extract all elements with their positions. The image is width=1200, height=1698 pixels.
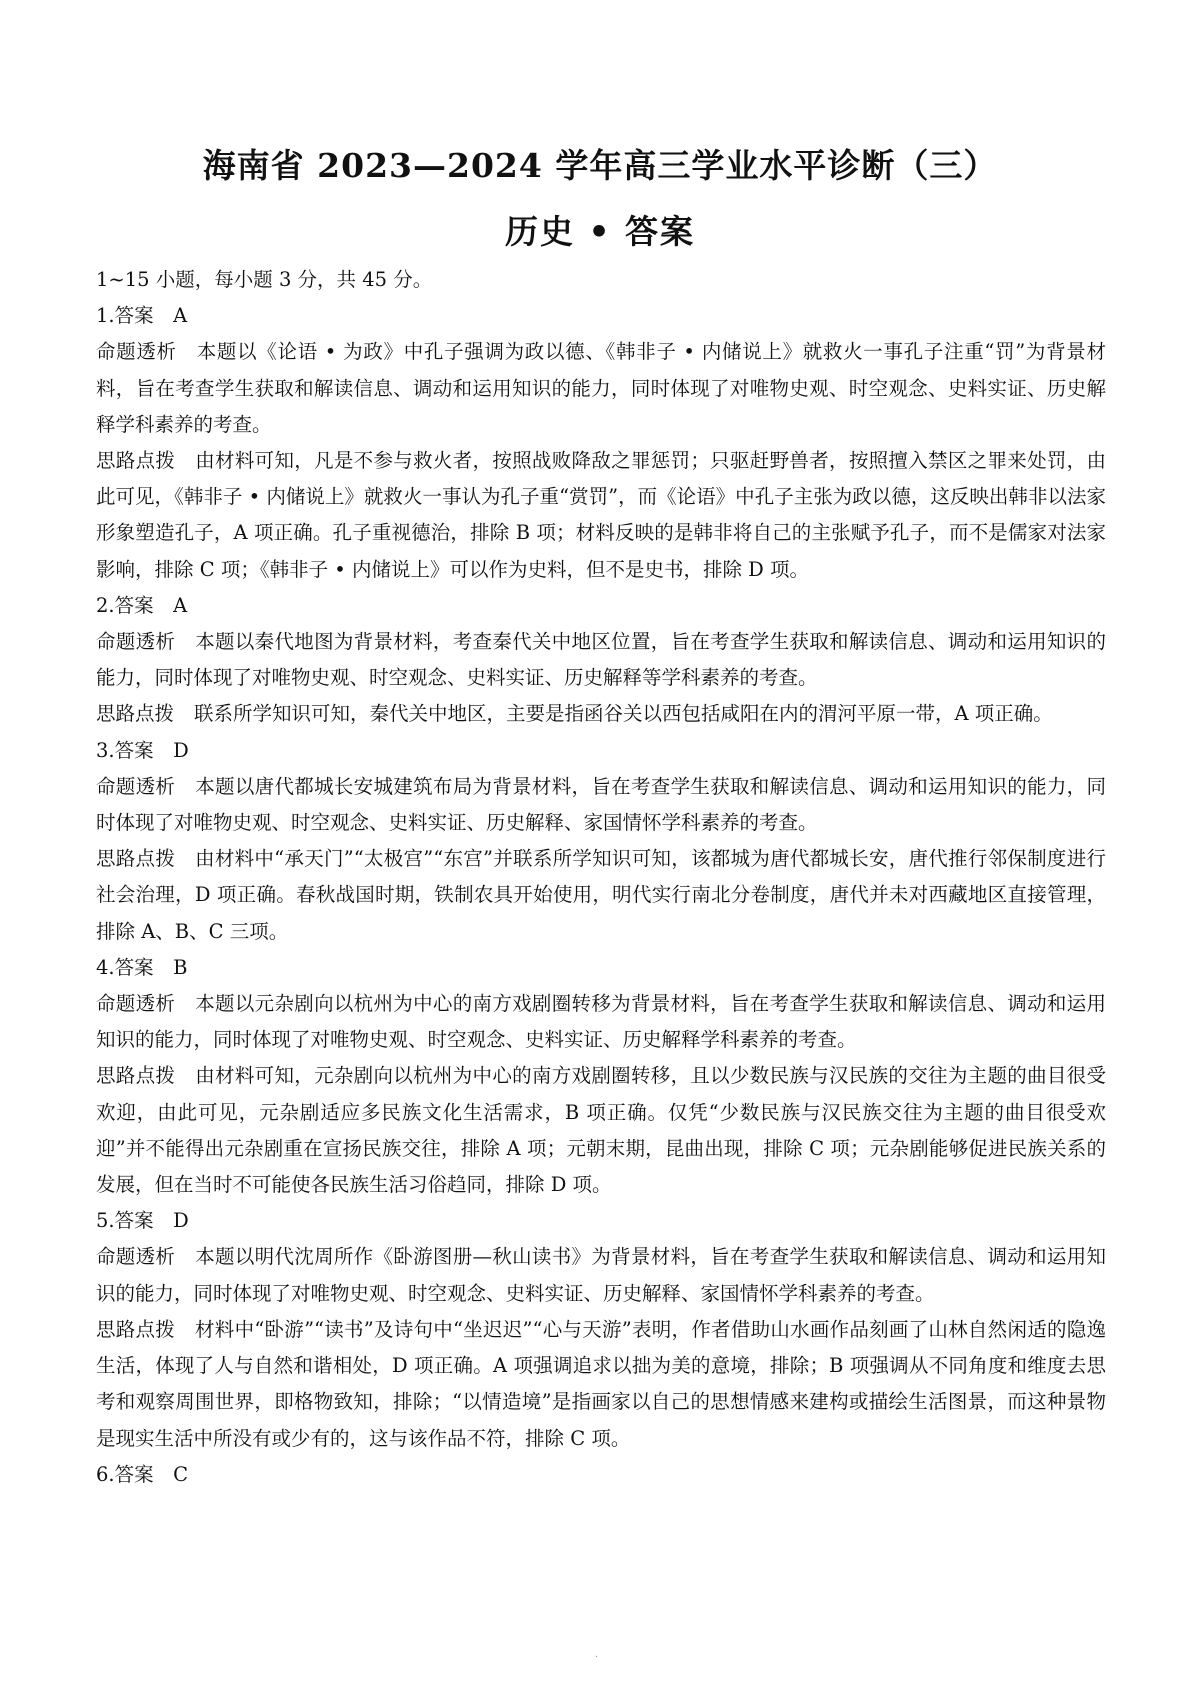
hint-label: 思路点拨 [96, 702, 175, 726]
hint-label: 思路点拨 [96, 847, 176, 871]
analysis-text: 本题以唐代都城长安城建筑布局为背景材料，旨在考查学生获取和解读信息、调动和运用知识的能力，同时体现了对唯物史观、时空观念、史料实证、历史解释、家国情怀学科素养的考查。 [96, 774, 1106, 835]
hint-4 [96, 1058, 1106, 1203]
hint-label: 思路点拨 [96, 1317, 176, 1341]
answer-body [96, 262, 1106, 1493]
answer-4: 4.答案 B [96, 955, 188, 979]
analysis-2 [96, 624, 1106, 696]
analysis-text: 本题以明代沈周所作《卧游图册—秋山读书》为背景材料，旨在考查学生获取和解读信息、调动和运用知识的能力，同时体现了对唯物史观、时空观念、史料实证、历史解释、家国情怀学科素养的考查。 [96, 1245, 1106, 1305]
hint-2 [96, 696, 1106, 732]
analysis-label: 命题透析 [96, 340, 177, 364]
hint-1 [96, 443, 1106, 588]
analysis-text: 本题以元杂剧向以杭州为中心的南方戏剧圈转移为背景材料，旨在考查学生获取和解读信息、调动和运用知识的能力，同时体现了对唯物史观、时空观念、史料实证、历史解释学科素养的考查。 [96, 992, 1106, 1052]
hint-label: 思路点拨 [96, 1064, 176, 1088]
intro-line: 1~15 小题，每小题 3 分，共 45 分。 [96, 268, 433, 291]
hint-text: 材料中“卧游”“读书”及诗句中“坐迟迟”“心与天游”表明，作者借助山水画作品刻画了山林自然闲适的隐逸生活，体现了人与自然和谐相处，D 项正确。A 项强调追求以拙为美的意境，排除；B 项强调从不同角度和维度去思考和观察周围世界，即格物致知，排除；“以情造境”是指画家以自己的思想情感来建构或描绘生活图景，而这种景物是现实生活中所没有或少有的，这与该作品不符，排除 C 项。 [96, 1317, 1106, 1450]
analysis-label: 命题透析 [96, 1245, 176, 1269]
analysis-4 [96, 986, 1106, 1058]
hint-label: 思路点拨 [96, 449, 176, 473]
answer-5: 5.答案 D [96, 1209, 189, 1233]
hint-text: 由材料可知，凡是不参与救火者，按照战败降敌之罪惩罚；只驱赶野兽者，按照擅入禁区之罪来处罚，由此可见，《韩非子 • 内储说上》就救火一事认为孔子重“赏罚”，而《论语》中孔子主张为政以德，这反映出韩非以法家形象塑造孔子，A 项正确。孔子重视德治，排除 B 项；材料反映的是韩非将自己的主张赋予孔子，而不是儒家对法家影响，排除 C 项；《韩非子 • 内储说上》可以作为史料，但不是史书，排除 D 项。 [96, 449, 1106, 581]
analysis-label: 命题透析 [96, 630, 176, 654]
footer-mark: · [595, 1652, 599, 1663]
analysis-text: 本题以秦代地图为背景材料，考查秦代关中地区位置，旨在考查学生获取和解读信息、调动和运用知识的能力，同时体现了对唯物史观、时空观念、史料实证、历史解释等学科素养的考查。 [96, 630, 1106, 690]
hint-text: 由材料可知，元杂剧向以杭州为中心的南方戏剧圈转移，且以少数民族与汉民族的交往为主题的曲目很受欢迎，由此可见，元杂剧适应多民族文化生活需求，B 项正确。仅凭“少数民族与汉民族交往为主题的曲目很受欢迎”并不能得出元杂剧重在宣扬民族交往，排除 A 项；元朝末期，昆曲出现，排除 C 项；元杂剧能够促进民族关系的发展，但在当时不可能使各民族生活习俗趋同，排除 D 项。 [96, 1064, 1106, 1197]
hint-text: 由材料中“承天门”“太极宫”“东宫”并联系所学知识可知，该都城为唐代都城长安，唐代推行邻保制度进行社会治理，D 项正确。春秋战国时期，铁制农具开始使用，明代实行南北分卷制度，唐代并未对西藏地区直接管理，排除 A、B、C 三项。 [96, 847, 1106, 943]
hint-text: 联系所学知识可知，秦代关中地区，主要是指函谷关以西包括咸阳在内的渭河平原一带，A 项正确。 [194, 702, 1053, 726]
answer-3: 3.答案 D [96, 738, 189, 762]
analysis-1 [96, 334, 1106, 443]
answer-2: 2.答案 A [96, 593, 188, 617]
page-title: 海南省 2023—2024 学年高三学业水平诊断（三） [202, 146, 998, 185]
analysis-3 [96, 769, 1106, 841]
analysis-label: 命题透析 [96, 774, 176, 798]
analysis-label: 命题透析 [96, 992, 176, 1016]
analysis-text: 本题以《论语 • 为政》中孔子强调为政以德、《韩非子 • 内储说上》就救火一事孔子注重“罚”为背景材料，旨在考查学生获取和解读信息、调动和运用知识的能力，同时体现了对唯物史观、时空观念、史料实证、历史解释学科素养的考查。 [96, 340, 1106, 436]
hint-3 [96, 841, 1106, 950]
hint-5 [96, 1312, 1106, 1457]
answer-1: 1.答案 A [96, 304, 188, 328]
page-subtitle: 历史 • 答案 [504, 212, 696, 251]
answer-6: 6.答案 C [96, 1462, 189, 1486]
analysis-5 [96, 1239, 1106, 1311]
